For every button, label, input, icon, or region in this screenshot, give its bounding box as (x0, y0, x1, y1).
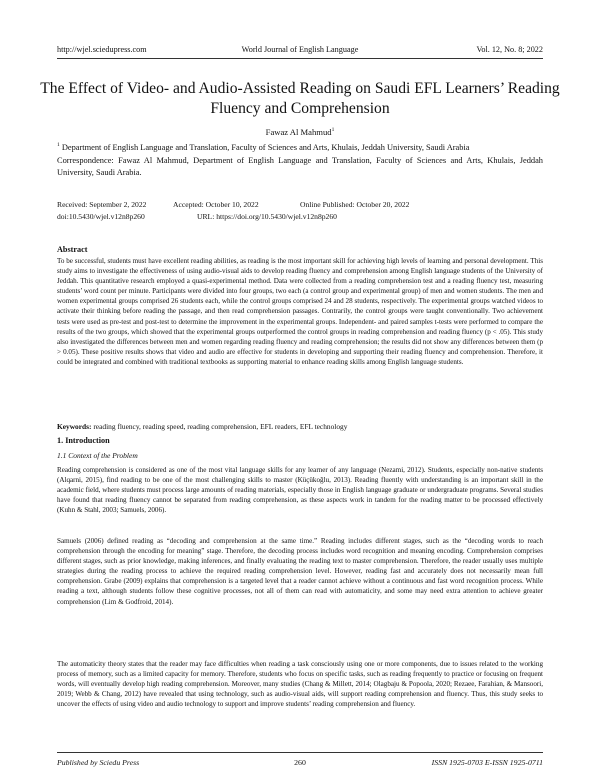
author-name: Fawaz Al Mahmud (265, 126, 332, 137)
publisher: Published by Sciedu Press (57, 758, 140, 767)
article-title: The Effect of Video- and Audio-Assisted Reading on Saudi EFL Learners’ Reading Fluency and Comprehension (40, 80, 560, 117)
affiliation (57, 139, 543, 154)
page-footer (57, 758, 543, 770)
author-superscript: 1 (331, 127, 335, 133)
section-heading-introduction: 1. Introduction (57, 436, 110, 445)
footer-rule (57, 752, 543, 753)
publication-dates (57, 199, 543, 223)
body-paragraph: Reading comprehension is considered as one of the most vital language skills for any learner of any language (Nezami, 2012). Students, especially non-native students (Alqarni, 2015), find reading to be one of the most challenging skills to master (Küçükoğlu, 2013). Reading fluently with understanding is an important skill in the academic field, where students must process large amounts of reading materials, especially those in English language graduate or undergraduate programs. Several studies have found that reading fluency cannot be separated from reading comprehension, as these aspects work in tandem for the reading matter to be processed effectively (Kuhn & Stahl, 2003; Samuels, 2006). (57, 466, 543, 515)
published-date: Online Published: October 20, 2022 (300, 200, 410, 209)
keywords (57, 422, 543, 432)
issn: ISSN 1925-0703 E-ISSN 1925-0711 (431, 758, 543, 767)
header-rule (57, 58, 543, 59)
affiliation-text: Department of English Language and Translation, Faculty of Sciences and Arts, Khulais, Jeddah University, Saudi Arabia (59, 142, 470, 152)
abstract-heading: Abstract (57, 245, 88, 254)
affiliation-superscript: 1 (57, 142, 60, 148)
page-number: 260 (294, 758, 306, 767)
correspondence: Correspondence: Fawaz Al Mahmud, Department of English Language and Translation, Faculty of Sciences and Arts, Khulais, Jeddah University, Saudi Arabia. (57, 156, 543, 177)
abstract-text: To be successful, students must have excellent reading abilities, as reading is the most important skill for achieving high levels of learning and personal development. This study aims to investigate the effectiveness of using audio-visual aids to develop reading fluency and comprehension among English language students of the University of Jeddah. This quantitative research employed a quasi-experimental method. Data were collected from a reading comprehension test and a reading fluency test, measuring students’ word count per minute. Participants were divided into four groups, two each (a control group and experimental group) of men and women students. The men and women experimental groups comprised 26 students each, while the control groups comprised 24 and 28 students, respectively. The experimental groups watched videos to activate their thinking before reading the passage, and then read comprehension passages. Contrarily, the control groups were taught conventionally. Two achievement tests were used as pre-test and post-test to determine the improvement in the experimental groups. Independent- and paired samples t-tests were performed to compare the results of the two groups, which showed that the experimental groups outperformed the control groups in reading comprehension and reading fluency (p < .05). This study also investigated the differences between men and women regarding reading fluency and reading comprehension; the results did not show any differences between them (p > 0.05). These positive results shows that video and audio are effective for students in developing and supporting their reading fluency and comprehension. Therefore, it could be integrated and combined with traditional textbooks as supporting material to enhance reading skills among English language students. (57, 257, 543, 366)
volume-issue: Vol. 12, No. 8; 2022 (476, 45, 543, 54)
keywords-list: reading fluency, reading speed, reading comprehension, EFL readers, EFL technology (91, 422, 348, 431)
article-url[interactable]: URL: https://doi.org/10.5430/wjel.v12n8p260 (197, 212, 337, 221)
doi[interactable]: doi:10.5430/wjel.v12n8p260 (57, 212, 145, 221)
subsection-heading-context: 1.1 Context of the Problem (57, 451, 138, 460)
journal-url[interactable]: http://wjel.sciedupress.com (57, 45, 147, 54)
keywords-label: Keywords: (57, 422, 92, 431)
body-paragraph: The automaticity theory states that the reader may face difficulties when reading a task consciously using one or more components, due to issues related to the working process of memory, such as a limited capacity for memory. Therefore, students who focus on specific tasks, such as reading frequently to practice or focusing on frequent words, will eventually develop high reading comprehension. Moreover, many studies (Chang & Millett, 2014; Olagbaju & Popoola, 2020; Rezaee, Farahian, & Mansoori, 2019; Webb & Chang, 2012) have revealed that using technology, such as audio-visual aids, will support reading comprehension and fluency. Thus, this study seeks to uncover the effects of using video and audio technology to support and improve students’ reading comprehension and fluency. (57, 660, 543, 709)
accepted-date: Accepted: October 10, 2022 (173, 200, 259, 209)
journal-name: World Journal of English Language (241, 45, 359, 54)
author-line (0, 124, 600, 138)
running-header (57, 44, 543, 56)
received-date: Received: September 2, 2022 (57, 200, 147, 209)
body-paragraph: Samuels (2006) defined reading as “decoding and comprehension at the same time.” Reading includes different stages, such as the “decoding words to reach comprehension through the encoding for meaning” stage. Therefore, the decoding process includes word recognition and meaning encoding. Comprehension comprises different stages, such as prior knowledge, making inferences, and finally evaluating the reading text to master comprehension. Therefore, the reader usually uses multiple strategies during the reading process to achieve the required reading comprehension level. However, reading fast and accurately does not necessarily mean full comprehension. Grabe (2009) explains that comprehension is a targeted level that a reader cannot achieve without a continuous and fast word recognition process. While reading a text, although students follow these cognitive processes, not all of them can read with automaticity, and some may need extra attention to achieve greater comprehension (Lim & Godfroid, 2014). (57, 537, 543, 606)
